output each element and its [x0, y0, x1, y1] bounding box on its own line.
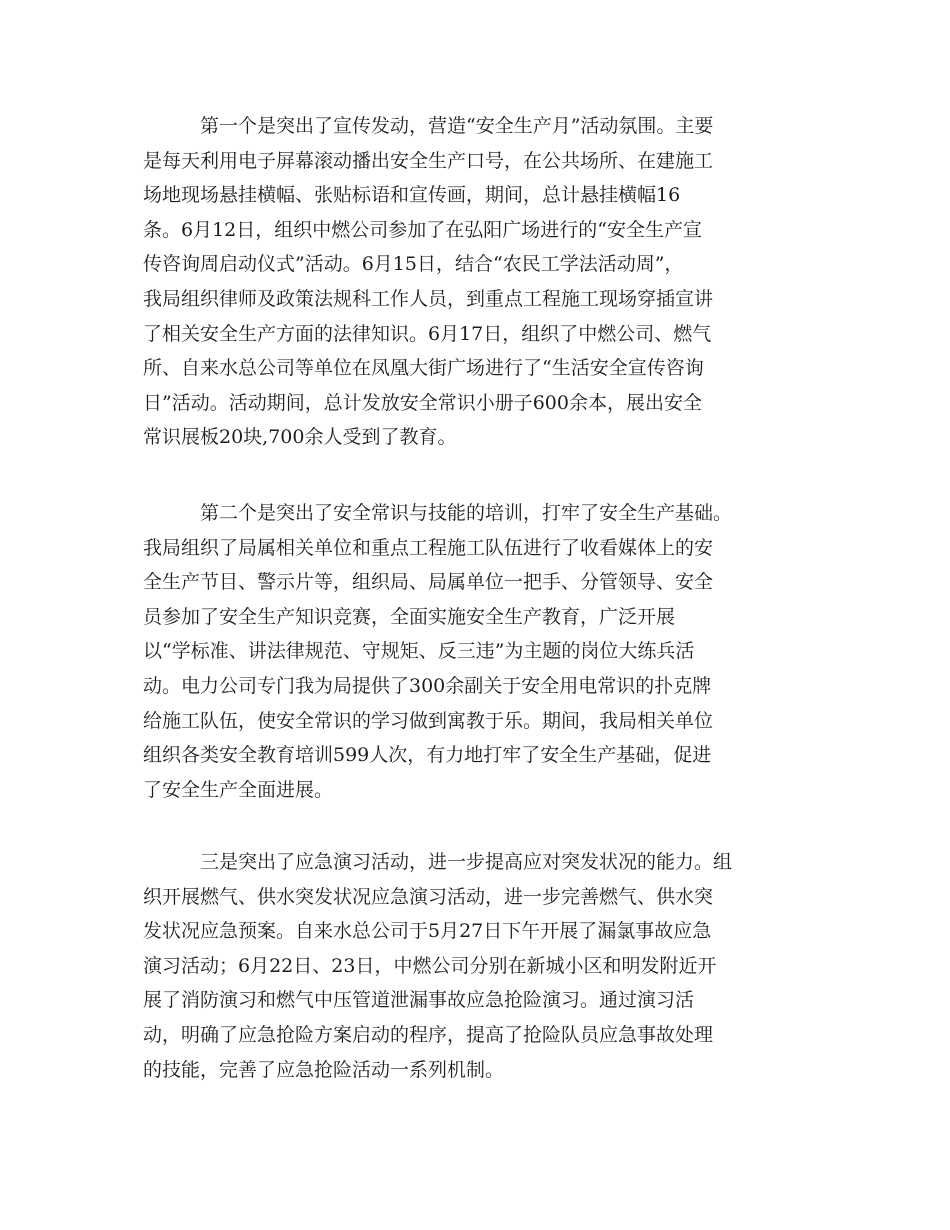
- text-line: 是每天利用电子屏幕滚动播出安全生产口号，在公共场所、在建施工: [143, 149, 714, 172]
- text-line: 全生产节目、警示片等，组织局、局属单位一把手、分管领导、安全: [143, 571, 714, 594]
- text-line: 第一个是突出了宣传发动，营造“安全生产月”活动氛围。主要: [200, 115, 714, 137]
- text-line: 日”活动。活动期间，总计发放安全常识小册子600余本，展出安全: [143, 391, 702, 414]
- text-line: 常识展板20块,700余人受到了教育。: [143, 426, 457, 449]
- text-line: 动，明确了应急抢险方案启动的程序，提高了抢险队员应急事故处理: [143, 1023, 714, 1046]
- text-line: 动。电力公司专门我为局提供了300余副关于安全用电常识的扑克牌: [143, 674, 712, 697]
- text-line: 了安全生产全面进展。: [143, 778, 334, 801]
- text-line: 的技能，完善了应急抢险活动一系列机制。: [143, 1058, 505, 1081]
- text-line: 织开展燃气、供水突发状况应急演习活动，进一步完善燃气、供水突: [143, 885, 714, 908]
- text-line: 演习活动；6月22日、23日，中燃公司分别在新城小区和明发附近开: [143, 954, 717, 977]
- paragraph-publicity: [143, 109, 823, 455]
- paragraph-drills: [143, 845, 823, 1087]
- text-line: 传咨询周启动仪式”活动。6月15日，结合“农民工学法活动周”，: [143, 253, 684, 276]
- text-line: 给施工队伍，使安全常识的学习做到寓教于乐。期间，我局相关单位: [143, 709, 714, 732]
- text-line: 员参加了安全生产知识竞赛，全面实施安全生产教育，广泛开展: [143, 605, 676, 628]
- text-line: 以“学标准、讲法律规范、守规矩、反三违”为主题的岗位大练兵活: [143, 640, 695, 663]
- text-line: 三是突出了应急演习活动，进一步提高应对突发状况的能力。组: [200, 851, 733, 873]
- text-line: 所、自来水总公司等单位在凤凰大街广场进行了“生活安全宣传咨询: [143, 357, 704, 380]
- text-line: 组织各类安全教育培训599人次，有力地打牢了安全生产基础，促进: [143, 744, 712, 767]
- paragraph-training: [143, 496, 823, 807]
- text-line: 展了消防演习和燃气中压管道泄漏事故应急抢险演习。通过演习活: [143, 989, 695, 1012]
- text-line: 发状况应急预案。自来水总公司于5月27日下午开展了漏氯事故应急: [143, 920, 712, 943]
- text-line: 场地现场悬挂横幅、张贴标语和宣传画，期间，总计悬挂横幅16: [143, 184, 681, 207]
- text-line: 我局组织了局属相关单位和重点工程施工队伍进行了收看媒体上的安: [143, 536, 714, 559]
- text-line: 了相关安全生产方面的法律知识。6月17日，组织了中燃公司、燃气: [143, 322, 712, 345]
- text-line: 第二个是突出了安全常识与技能的培训，打牢了安全生产基础。: [200, 502, 733, 524]
- text-line: 条。6月12日，组织中燃公司参加了在弘阳广场进行的“安全生产宣: [143, 218, 702, 241]
- text-line: 我局组织律师及政策法规科工作人员，到重点工程施工现场穿插宣讲: [143, 287, 714, 310]
